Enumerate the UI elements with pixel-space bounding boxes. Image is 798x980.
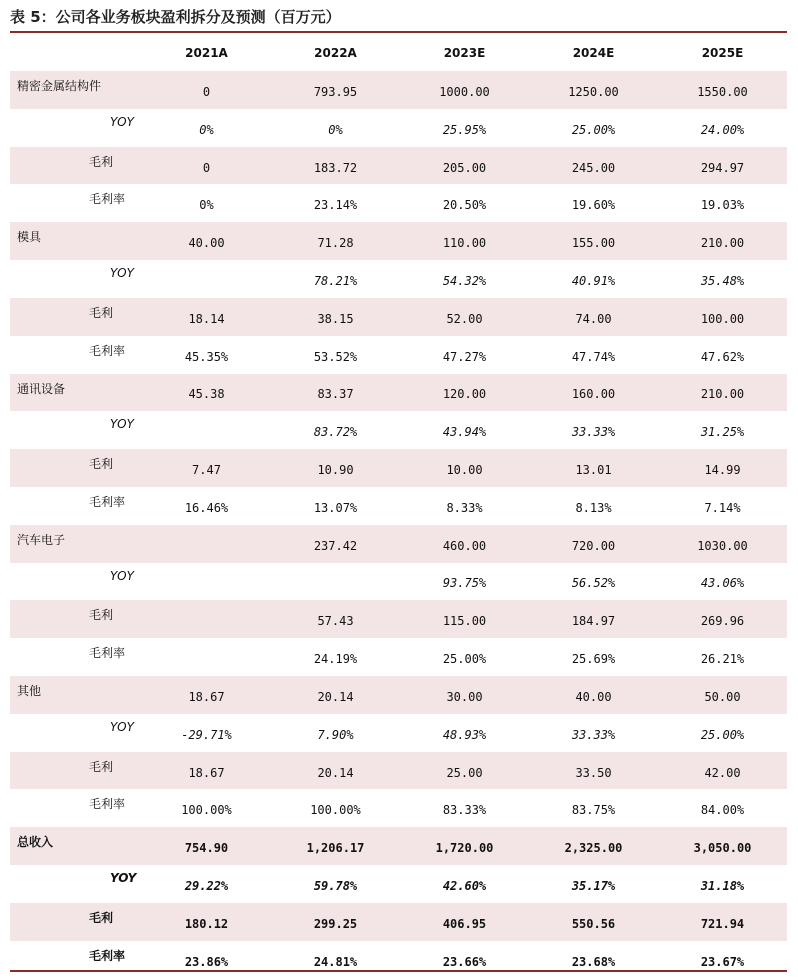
value-cell: 23.66% (442, 954, 487, 969)
value-cell: 83.72% (313, 425, 358, 440)
value-cell: 550.56 (571, 916, 616, 931)
value-cell: 42.60% (442, 878, 487, 893)
row-label: YOY (110, 719, 134, 734)
value-cell: 0 (202, 160, 211, 175)
table-row (10, 903, 787, 941)
value-cell: 16.46% (184, 500, 229, 515)
table-row (10, 260, 787, 298)
table-row (10, 109, 787, 147)
value-cell: 20.14 (317, 765, 354, 780)
value-cell: 245.00 (571, 160, 616, 175)
value-cell: 18.67 (188, 765, 225, 780)
value-cell: 720.00 (571, 538, 616, 553)
value-cell: 0% (328, 122, 343, 137)
value-cell: 31.18% (700, 878, 745, 893)
row-label: 汽车电子 (17, 532, 66, 547)
value-cell: 78.21% (313, 273, 358, 288)
value-cell: 25.95% (442, 122, 487, 137)
value-cell: 38.15 (317, 311, 354, 326)
value-cell: 14.99 (704, 463, 741, 478)
value-cell: 47.62% (700, 349, 745, 364)
value-cell: 33.33% (571, 727, 616, 742)
value-cell: 20.50% (442, 198, 487, 213)
header-cell-2023e: 2023E (443, 45, 486, 60)
value-cell: 110.00 (442, 236, 487, 251)
row-label: 毛利 (89, 910, 114, 925)
value-cell: 26.21% (700, 652, 745, 667)
value-cell: 19.60% (571, 198, 616, 213)
value-cell: 52.00 (446, 311, 483, 326)
value-cell: 25.69% (571, 652, 616, 667)
value-cell: 20.14 (317, 689, 354, 704)
row-label: 其他 (17, 684, 42, 698)
value-cell: 24.00% (700, 122, 745, 137)
value-cell: 33.33% (571, 425, 616, 440)
table-row (10, 147, 787, 185)
value-cell: 43.06% (700, 576, 745, 591)
header-cell-2024e: 2024E (572, 45, 615, 60)
value-cell: 460.00 (442, 538, 487, 553)
value-cell (271, 563, 400, 601)
value-cell: -29.71% (181, 727, 232, 742)
value-cell: 7.47 (192, 463, 221, 478)
value-cell: 299.25 (313, 916, 358, 931)
value-cell: 210.00 (700, 236, 745, 251)
value-cell: 10.90 (317, 463, 354, 478)
table-row (10, 789, 787, 827)
value-cell: 23.67% (700, 954, 745, 969)
value-cell: 23.86% (184, 954, 229, 969)
row-label: 毛利率 (89, 343, 126, 358)
table-row (10, 600, 787, 638)
value-cell (142, 260, 271, 298)
header-row (10, 34, 787, 71)
table-row (10, 525, 787, 563)
value-cell: 23.14% (313, 198, 358, 213)
value-cell: 406.95 (442, 916, 487, 931)
header-cell-2021a: 2021A (185, 45, 228, 60)
value-cell: 74.00 (575, 311, 612, 326)
row-label: 毛利 (89, 759, 114, 774)
value-cell: 10.00 (446, 463, 483, 478)
value-cell: 115.00 (442, 614, 487, 629)
value-cell: 8.33% (446, 500, 483, 515)
value-cell: 721.94 (700, 916, 745, 931)
table-row (10, 865, 787, 903)
value-cell: 120.00 (442, 387, 487, 402)
value-cell: 31.25% (700, 425, 745, 440)
header-cell-2022a: 2022A (314, 45, 357, 60)
table-row (10, 941, 787, 979)
value-cell: 83.33% (442, 803, 487, 818)
value-cell: 45.35% (184, 349, 229, 364)
value-cell: 210.00 (700, 387, 745, 402)
value-cell: 33.50 (575, 765, 612, 780)
value-cell: 25.00% (571, 122, 616, 137)
value-cell: 47.27% (442, 349, 487, 364)
value-cell: 25.00 (446, 765, 483, 780)
value-cell: 35.48% (700, 273, 745, 288)
value-cell: 0 (202, 84, 211, 99)
value-cell: 1250.00 (568, 84, 619, 99)
table-row (10, 298, 787, 336)
table-row (10, 676, 787, 714)
table-row (10, 411, 787, 449)
value-cell: 100.00% (181, 803, 232, 818)
value-cell: 40.00 (575, 689, 612, 704)
table-body (10, 71, 787, 979)
value-cell: 25.00% (442, 652, 487, 667)
row-label: YOY (110, 114, 134, 129)
table-row (10, 638, 787, 676)
value-cell: 7.90% (317, 727, 354, 742)
value-cell: 13.01 (575, 463, 612, 478)
value-cell: 0% (199, 122, 214, 137)
row-label: YOY (110, 417, 134, 432)
table-row (10, 714, 787, 752)
value-cell: 93.75% (442, 576, 487, 591)
value-cell: 42.00 (704, 765, 741, 780)
value-cell: 53.52% (313, 349, 358, 364)
title-divider (10, 31, 787, 33)
value-cell: 40.00 (188, 236, 225, 251)
value-cell: 59.78% (313, 878, 358, 893)
value-cell: 35.17% (571, 878, 616, 893)
value-cell: 83.37 (317, 387, 354, 402)
value-cell: 43.94% (442, 425, 487, 440)
row-label: 毛利 (89, 305, 114, 320)
value-cell: 84.00% (700, 803, 745, 818)
value-cell: 183.72 (313, 160, 358, 175)
table-row (10, 752, 787, 790)
value-cell: 57.43 (317, 614, 354, 629)
value-cell: 160.00 (571, 387, 616, 402)
value-cell: 1030.00 (697, 538, 748, 553)
value-cell: 56.52% (571, 576, 616, 591)
table-row (10, 222, 787, 260)
row-label: 精密金属结构件 (17, 79, 102, 93)
table-row (10, 563, 787, 601)
value-cell: 0% (199, 198, 214, 213)
value-cell: 3,050.00 (693, 841, 752, 856)
value-cell: 237.42 (313, 538, 358, 553)
row-label: 模具 (17, 230, 42, 245)
value-cell: 754.90 (184, 841, 229, 856)
value-cell (142, 600, 271, 638)
row-label: 毛利率 (89, 192, 126, 207)
row-label: 毛利率 (89, 797, 126, 812)
value-cell: 184.97 (571, 614, 616, 629)
row-label: 总收入 (17, 835, 54, 850)
value-cell: 45.38 (188, 387, 225, 402)
row-label: 毛利率 (89, 494, 126, 509)
value-cell: 25.00% (700, 727, 745, 742)
value-cell: 24.19% (313, 652, 358, 667)
value-cell: 23.68% (571, 954, 616, 969)
row-label: 毛利 (89, 457, 114, 472)
value-cell: 1550.00 (697, 84, 748, 99)
value-cell: 48.93% (442, 727, 487, 742)
header-cell-2025e: 2025E (701, 45, 744, 60)
value-cell (142, 411, 271, 449)
row-label: 毛利 (89, 608, 114, 623)
value-cell (142, 638, 271, 676)
value-cell: 83.75% (571, 803, 616, 818)
row-label: 毛利率 (89, 646, 126, 661)
value-cell: 294.97 (700, 160, 745, 175)
table-row (10, 71, 787, 109)
bottom-divider (10, 970, 787, 972)
value-cell: 50.00 (704, 689, 741, 704)
value-cell: 54.32% (442, 273, 487, 288)
value-cell: 24.81% (313, 954, 358, 969)
value-cell: 19.03% (700, 198, 745, 213)
value-cell: 100.00 (700, 311, 745, 326)
value-cell: 13.07% (313, 500, 358, 515)
table-row (10, 184, 787, 222)
value-cell: 40.91% (571, 273, 616, 288)
value-cell: 7.14% (704, 500, 741, 515)
row-label: 毛利率 (89, 948, 126, 963)
value-cell: 2,325.00 (564, 841, 623, 856)
value-cell (142, 525, 271, 563)
table-row (10, 336, 787, 374)
value-cell: 205.00 (442, 160, 487, 175)
row-label: YOY (110, 266, 134, 281)
profit-forecast-table (10, 34, 787, 979)
value-cell: 155.00 (571, 236, 616, 251)
value-cell: 100.00% (310, 803, 361, 818)
row-label: 毛利 (89, 154, 114, 169)
value-cell: 1,720.00 (435, 841, 494, 856)
value-cell: 30.00 (446, 689, 483, 704)
value-cell (142, 563, 271, 601)
header-cell-label (10, 34, 142, 71)
value-cell: 269.96 (700, 614, 745, 629)
table-row (10, 374, 787, 412)
value-cell: 1,206.17 (306, 841, 365, 856)
value-cell: 71.28 (317, 236, 354, 251)
value-cell: 793.95 (313, 84, 358, 99)
row-label: YOY (110, 871, 137, 886)
value-cell: 18.14 (188, 311, 225, 326)
row-label: YOY (110, 568, 134, 583)
value-cell: 47.74% (571, 349, 616, 364)
row-label: 通讯设备 (17, 381, 66, 396)
table-row (10, 487, 787, 525)
table-title: 表 5：公司各业务板块盈利拆分及预测（百万元） (10, 8, 341, 26)
value-cell: 180.12 (184, 916, 229, 931)
value-cell: 1000.00 (439, 84, 490, 99)
value-cell: 29.22% (184, 878, 229, 893)
table-row (10, 449, 787, 487)
table-row (10, 827, 787, 865)
value-cell: 18.67 (188, 689, 225, 704)
value-cell: 8.13% (575, 500, 612, 515)
